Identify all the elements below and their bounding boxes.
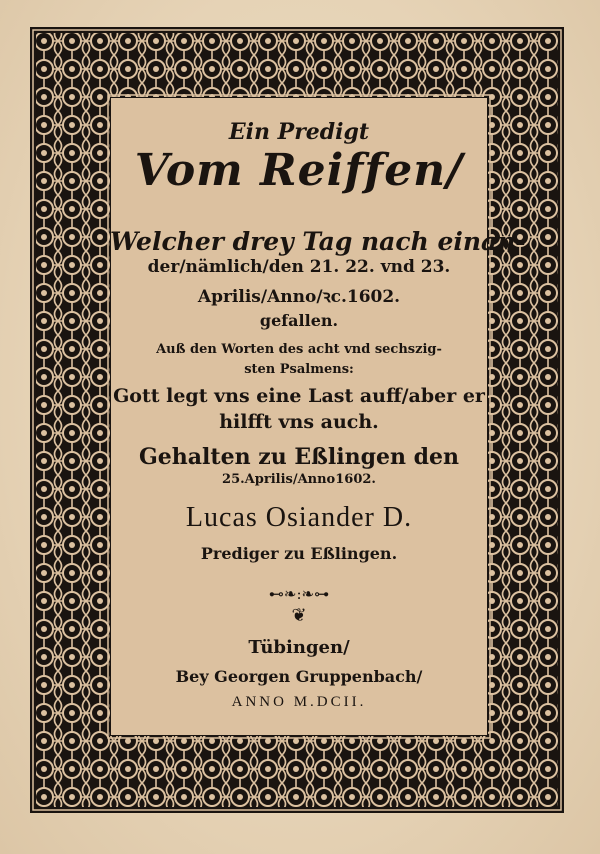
author-title: Prediger zu Eßlingen. <box>200 544 398 563</box>
subtitle-line-2: der/nämlich/den 21. 22. vnd 23. <box>147 257 451 277</box>
delivery-line-1: Gehalten zu Eßlingen den <box>139 444 459 470</box>
motto-line-1: Gott legt vns eine Last auff/aber er <box>113 385 485 407</box>
source-line-2: sten Psalmens: <box>244 362 354 377</box>
imprint-year: ANNO M.DCII. <box>231 694 367 710</box>
ornament-divider: ⊷❧:❧⊶ <box>268 585 330 603</box>
printer-name: Bey Georgen Gruppenbach/ <box>175 667 423 686</box>
motto-line-2: hilfft vns auch. <box>219 411 379 433</box>
main-title: Vom Reiffen/ <box>134 145 464 196</box>
subtitle-line-3: Aprilis/Anno/ꝛc.1602. <box>197 287 401 307</box>
printer-city: Tübingen/ <box>248 637 350 658</box>
delivery-line-2: 25.Aprilis/Anno1602. <box>222 472 376 487</box>
subtitle-line-1: Welcher drey Tag nach einan- <box>110 227 526 256</box>
author-name: Lucas Osiander D. <box>185 502 413 533</box>
source-line-1: Auß den Worten des acht vnd sechszig- <box>156 342 442 357</box>
title-line-1: Ein Predigt <box>228 119 370 145</box>
subtitle-line-4: gefallen. <box>259 311 339 330</box>
fleuron-icon: ❦ <box>291 605 307 626</box>
title-panel <box>110 97 526 736</box>
